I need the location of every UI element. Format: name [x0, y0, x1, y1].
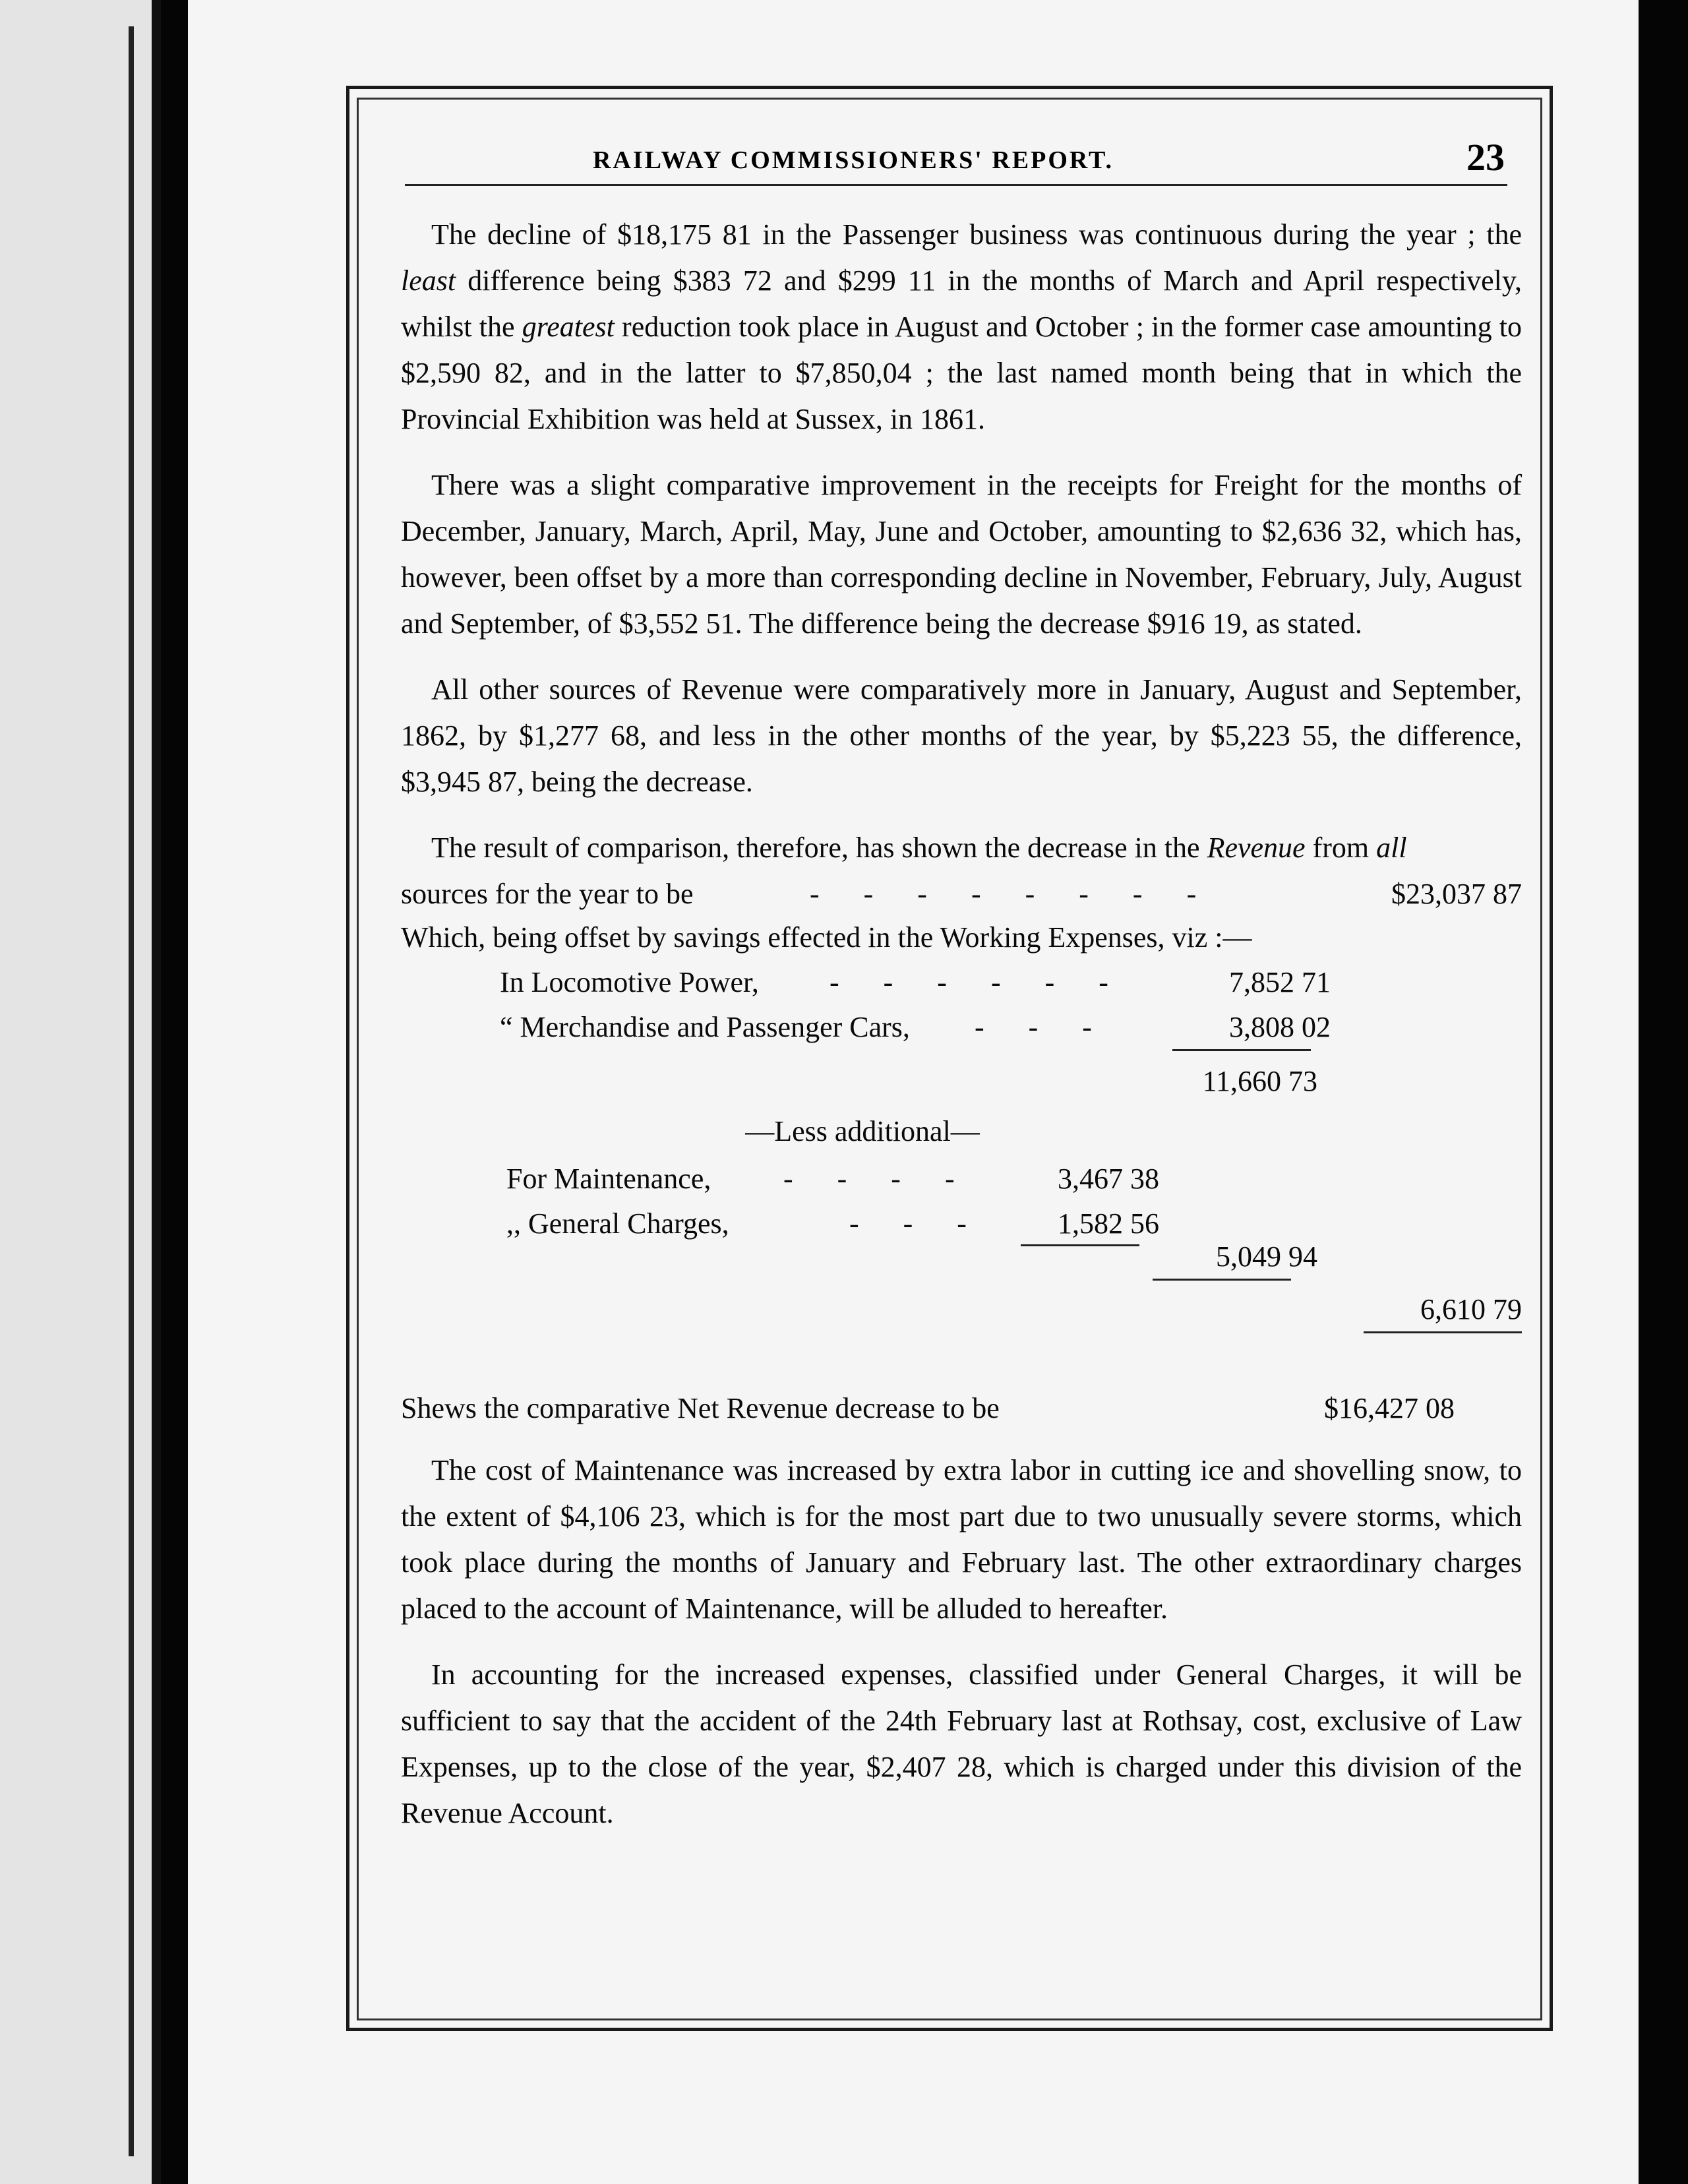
amount-cars: 3,808 02 — [1229, 1011, 1331, 1043]
subtotal-rule — [1021, 1244, 1139, 1246]
paragraph-maintenance: The cost of Maintenance was increased by extra labor in cutting ice and shovelling snow, to the extent of $4,106 23, which is for the most part due to two unusually severe storms, which took place during the months of January and February last. The other extraordinary charges placed to the account of Maintenance, will be alluded to hereafter. — [401, 1454, 1522, 1625]
emphasis-least: least — [401, 264, 456, 297]
paragraph-text: The result of comparison, therefore, has shown the decrease in the — [431, 832, 1207, 864]
adjacent-page-edge — [0, 0, 161, 2184]
page-body — [401, 212, 1522, 1856]
amount-savings-total: 11,660 73 — [1202, 1065, 1317, 1097]
paragraph-other-sources: All other sources of Revenue were comparatively more in January, August and September, 1862, by $1,277 68, and less in the other months of the year, by $5,223 55, the difference, $3,945 87, being the decrease. — [401, 673, 1522, 798]
amount-net-offset: 6,610 79 — [1420, 1293, 1522, 1325]
emphasis-greatest: greatest — [522, 311, 615, 343]
ledger-label: sources for the year to be — [401, 878, 694, 910]
leader-dots: - - - - - - - - — [810, 878, 1215, 910]
paragraph-text: reduction took place in August and October ; in the former case amounting to $2,590 82, and in the latter to $7,850,04 ; the last named month being that in which the Provincial Exhibition was held at Sussex, in 1861. — [401, 311, 1522, 435]
paragraph-general-charges: In accounting for the increased expenses, classified under General Charges, it will be sufficient to say that the accident of the 24th February last at Rothsay, cost, exclusive of Law Expenses, up to the close of the year, $2,407 28, which is charged under this division of the Revenue Account. — [401, 1658, 1522, 1829]
amount-net-decrease: $16,427 08 — [1324, 1392, 1455, 1424]
paragraph-comparison — [401, 825, 1522, 871]
page-number: 23 — [1466, 136, 1505, 179]
ledger-row-general — [506, 1201, 985, 1243]
paragraph-freight: There was a slight comparative improvement in the receipts for Freight for the months of December, January, March, April, May, June and October, amounting to $2,636 32, which has, however, been offset by a more than corresponding decline in November, February, July, August and September, of $3,552 51. The difference being the decrease $916 19, as stated. — [401, 469, 1522, 640]
ledger-row-maintenance — [506, 1156, 973, 1198]
leader-dots: - - - — [849, 1207, 985, 1240]
leader-dots: - - - - — [783, 1163, 973, 1195]
amount-sources: $23,037 87 — [1391, 878, 1522, 910]
paragraph-text: difference being $383 72 and $299 11 in the months of March and April respectively, whilst the — [401, 264, 1522, 343]
header-rule — [405, 184, 1507, 186]
running-title: RAILWAY COMMISSIONERS' REPORT. — [592, 146, 1114, 174]
ledger-label: “ Merchandise and Passenger Cars, — [500, 1011, 910, 1043]
amount-maintenance: 3,467 38 — [1058, 1163, 1159, 1195]
total-rule — [1364, 1331, 1522, 1333]
amount-additional-total: 5,049 94 — [1216, 1240, 1317, 1273]
leader-dots: - - - — [975, 1011, 1110, 1043]
ledger-row-locomotive — [500, 959, 1127, 1002]
leader-dots: - - - - - - — [829, 966, 1127, 998]
text-frame — [357, 98, 1542, 2020]
ledger-row-cars — [500, 1004, 1110, 1046]
page-gutter-shadow — [129, 26, 134, 2156]
ledger-label: In Locomotive Power, — [500, 966, 759, 998]
subtotal-rule — [1153, 1279, 1291, 1281]
ledger-row-offset: Which, being offset by savings effected in the Working Expenses, viz :— — [401, 921, 1252, 954]
ledger-label: For Maintenance, — [506, 1163, 711, 1195]
less-additional-heading: —Less additional— — [745, 1115, 980, 1147]
ledger-label: ,, General Charges, — [506, 1207, 729, 1240]
paragraph-text: from — [1305, 832, 1377, 864]
amount-locomotive: 7,852 71 — [1229, 966, 1331, 998]
amount-general: 1,582 56 — [1058, 1207, 1159, 1240]
document-page — [188, 0, 1639, 2184]
running-head — [359, 136, 1544, 185]
emphasis-revenue: Revenue — [1207, 832, 1306, 864]
subtotal-rule — [1172, 1049, 1311, 1051]
ledger-label: Shews the comparative Net Revenue decrease to be — [401, 1392, 1000, 1424]
revenue-ledger — [401, 871, 1522, 1372]
ledger-row-net — [401, 1385, 1522, 1432]
paragraph-text: The decline of $18,175 81 in the Passenger business was continuous during the year ; the — [431, 218, 1522, 251]
paragraph-passenger-decline — [401, 212, 1522, 442]
emphasis-all: all — [1376, 832, 1407, 864]
ledger-row-sources — [401, 871, 1215, 913]
